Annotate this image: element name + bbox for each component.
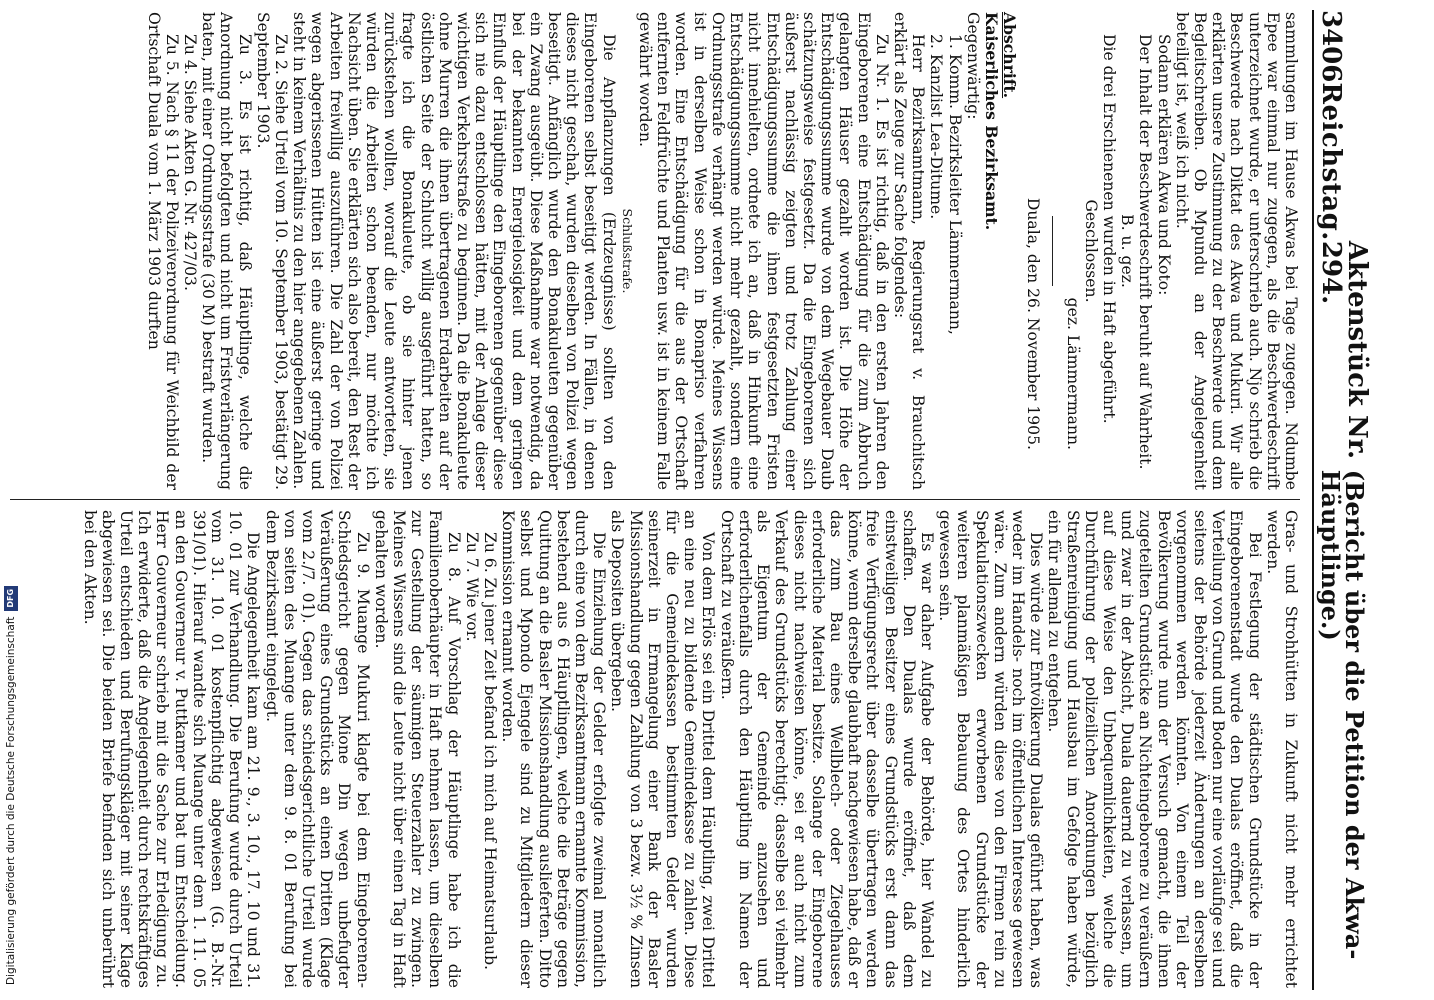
paragraph: Zu 2. Siehe Urteil vom 10. September 1903, bestätigt 29. September 1903. (253, 12, 291, 490)
paragraph: Dies würde zur Entvölkerung Dualas geführt haben, was weder im Handels- noch im öffentlichen Interesse gewesen wäre. Zum andern würden diese von den Firmen rein zu Spekulationszwecken erworbenen Grundstücke der weiteren planmäßigen Bebauung des Ortes hinderlich gewesen sein. (936, 510, 1046, 988)
paragraph: Zu 3. Es ist richtig, daß Häuptlinge, welche die Anordnung nicht befolgten und nicht um Fristverlängerung baten, mit einer Ordnungsstrafe (30 M) bestraft wurden. (199, 12, 254, 490)
paragraph: Die drei Erschienenen wurden in Haft abgeführt. (1099, 34, 1118, 424)
paragraph: Zu 9. Muange Mukuri klagte bei dem Eingeborenen-Schiedsgericht gegen Mione Din wegen unbefugter Veräußerung eines Grundstücks an einen Dritten (Klage vom 2./7. 01). Gegen das schiedsgerichtliche Urteil wurde von seiten des Muange unter dem 9. 8. 01 Berufung bei dem Bezirksamt eingelegt. (262, 510, 372, 988)
paragraph: Es war daher Aufgabe der Behörde, hier Wandel zu schaffen. Den Dualas wurde eröffnet, daß dem einstweiligen Besitzer eines Grundstücks erst dann das freie Verfügungsrecht über dasselbe übertragen werden könne, wenn derselbe glaubhaft nachgewiesen habe, daß er das zum Bau eines Wellblech- oder Ziegelhauses erforderliche Material besitze. Solange der Eingeborene dieses nicht nachweisen könne, sei er auch nicht zum Verkauf des Grundstücks berechtigt; dasselbe sei vielmehr als Eigentum der Gemeinde anzusehen und erforderlichenfalls durch den Häuptling im Namen der Ortschaft zu veräußern. (717, 510, 936, 988)
sidenote-text: Digitalisierung gefördert durch die Deutsche Forschungsgemeinschaft (5, 616, 17, 985)
paragraph: Sodann erklären Akwa und Koto: (1154, 34, 1173, 296)
paragraph: Herr Bezirksamtmann, Regierungsrat v. Brauchitsch erklärt als Zeuge zur Sache folgendes: (890, 12, 928, 490)
paragraph: Zu 6. Zu jener Zeit befand ich mich auf Heimatsurlaub. (481, 532, 500, 971)
signature: B. u. gez. (1118, 214, 1137, 288)
left-column (144, 12, 1300, 490)
present-label: Gegenwärtig: (963, 12, 982, 120)
dfg-logo: DFG (4, 586, 18, 611)
separator (1052, 216, 1053, 286)
paragraph: Die Anpflanzungen (Erdzeugnisse) sollten von den Eingeborenen selbst beseitigt werden. In Fällen, in denen dieses nicht geschah, wurden dieselben von Polizei wegen beseitigt. Anfänglich wurde den Bonakuleuten gegenüber ein Zwang ausgeübt. Diese Maßnahme war notwendig, da bei der bekannten Energielosigkeit und dem geringen Einfluß der Häuptlinge den Eingeborenen gegenüber diese sich nie dazu entschlossen hätten, mit der Anlage dieser wichtigen Verkehrsstraße zu beginnen. Da die Bonakuleute ohne Murren die ihnen übertragenen Erdarbeiten auf der östlichen Seite der Schlucht willig ausgeführt hatten, so fragte ich die Bonakuleute, ob sie hinter jenen zurückstehen wollten, worauf die Leute antworteten, sie würden die Arbeiten schon beenden, nur möchte ich Nachsicht üben. Sie erklärten sich also bereit, den Rest der Arbeiten freiwillig auszuführen. Die Zahl der von Polizei wegen abgerissenen Hütten ist eine äußerst geringe und steht in keinem Verhältnis zu den hier angegebenen Zahlen. (290, 12, 618, 490)
paragraph: Zu 4. Siehe Akten G. Nr. 427/03. (181, 34, 200, 291)
paragraph: Die Einziehung der Gelder erfolgte zweimal monatlich durch eine von dem Bezirksamtmann ernannte Kommission, bestehend aus 6 Häuptlingen, welche die Beträge gegen Quittung an die Basler Missionshandlung auslieferten. Ditto selbst und Mpondo Ejengele sind zu Mitgliedern dieser Kommission ernannt worden. (499, 510, 609, 988)
header-title: Reichstag. (1316, 82, 1346, 241)
paragraph: Die Angelegenheit kam am 21. 9., 3. 10., 17. 10 und 31. 10. 01 zur Verhandlung. Die Berufung wurde durch Urteil vom 31. 10. 01 kostenpflichtig abgewiesen (G. B.-Nr. 391/01). Hierauf wandte sich Muange unter dem 1. 11. 05 an den Gouverneur v. Puttkamer und bat um Entscheidung. Herr Gouverneur schrieb mit die Sache zur Erledigung zu. Ich erwiderte, daß die Angelegenheit durch rechtskräftiges Urteil entschieden und Berufungskläger mit seiner Klage abgewiesen sei. Die beiden Briefe befinden sich unberührt bei den Akten. (80, 510, 263, 988)
place-date: Duala, den 26. November 1905. (1024, 197, 1043, 450)
paragraph: Von dem Erlös sei ein Drittel dem Häuptling, zwei Drittel an eine neu zu bildende Gemeindekasse zu zahlen. Diese für die Gemeindekassen bestimmten Gelder wurden seinerzeit in Ermangelung einer Bank der Basler Missionshandlung gegen Zahlung von 3 bezw. 3½ % Zinsen als Depositen übergeben. (608, 510, 718, 988)
paragraph: sammlungen im Hause Akwas bei Tage zugegen. Ndumbe Epee war einmal nur zugegen, als die Beschwerdeschrift unterzeichnet wurde, er unterschrieb auch. Njo schrieb die Beschwerde nach Diktat des Akwa und Mukuri. Wir alle erklärten unsere Zustimmung zu der Beschwerde und dem Begleitschreiben. Ob Mpundu an der Angelegenheit beteiligt ist, weiß ich nicht. (1172, 12, 1300, 490)
page-header (1312, 10, 1372, 990)
paragraph: Gras- und Strohhütten in Zukunft nicht mehr errichtet werden. (1263, 510, 1300, 988)
header-subtitle: (Bericht über die Petition der Akwa-Häuptlinge.) (1316, 469, 1369, 960)
present-item: 1. Komm. Bezirksleiter Lämmermann, (945, 34, 964, 335)
authority: Kaiserliches Bezirksamt. (981, 12, 1001, 231)
present-item: 2. Kanzlist Lea-Ditume. (927, 34, 946, 220)
paragraph: Zu 7. Wie vor. (462, 532, 481, 642)
column-divider (10, 499, 1300, 500)
paragraph: Zu 8. Auf Vorschlag der Häuptlinge habe ich die Familienoberhäupter in Haft nehmen lassen, um dieselben zur Gestellung der säumigen Steuerzahler zu zwingen. Meines Wissens sind die Leute nicht über einen Tag in Haft gehalten worden. (371, 510, 463, 988)
page-number: 3406 (1316, 10, 1346, 83)
paragraph: Zu Nr. 1. Es ist richtig, daß in den ersten Jahren den Eingeborenen eine Entschädigung für die zum Abbruch gelangten Häuser gezahlt worden ist. Die Höhe der Entschädigungssumme wurde von dem Wegebauer Daub schätzungsweise festgesetzt. Da die Eingeborenen sich äußerst nachlässig zeigten und trotz Zahlung einer Entschädigungssumme die ihnen festgesetzten Fristen nicht innehielten, ordnete ich an, daß in Hinkunft eine Entschädigungssumme nicht mehr gezahlt, sondern eine Ordnungsstrafe verhängt werden würde. Meines Wissens ist in derselben Weise schon in Bonapriso verfahren worden. Eine Entschädigung für die aus der Ortschaft entfernten Feldfrüchte und Planten usw. ist in keinem Falle gewährt worden. (636, 12, 891, 490)
subhead: Schlußstrafe. (619, 208, 635, 294)
paragraph: Bei Festlegung der städtischen Grundstücke in der Eingeborenenstadt wurde den Dualas eröffnet, daß die Verteilung von Grund und Boden nur eine vorläufige sei und seitens der Behörde jederzeit Änderungen an derselben vorgenommen werden könnten. Von einem Teil der Bevölkerung wurde nun der Versuch gemacht, die ihnen zugeteilten Grundstücke an Nichteingeborene zu veräußern und zwar in der Absicht, Duala dauernd zu verlassen, um auf diese Weise den Unbequemlichkeiten, welche die Durchführung der polizeilichen Anordnungen bezüglich Straßenreinigung und Hausbau im Gefolge haben würde, ein für allemal zu entgehen. (1045, 510, 1264, 988)
paragraph: Der Inhalt der Beschwerdeschrift beruht auf Wahrheit. (1136, 34, 1155, 470)
paragraph: Zu 5. Nach § 11 der Polizeiverordnung für Weichbild der Ortschaft Duala vom 1. März 1903 durften (144, 12, 181, 490)
signature: gez. Lämmermann. (1063, 297, 1082, 450)
right-column (80, 510, 1300, 988)
section-title: Abschrift. (1000, 12, 1020, 99)
closed-note: Geschlossen. (1081, 199, 1100, 303)
header-aktenstueck: Aktenstück Nr. 294. (1316, 240, 1372, 460)
